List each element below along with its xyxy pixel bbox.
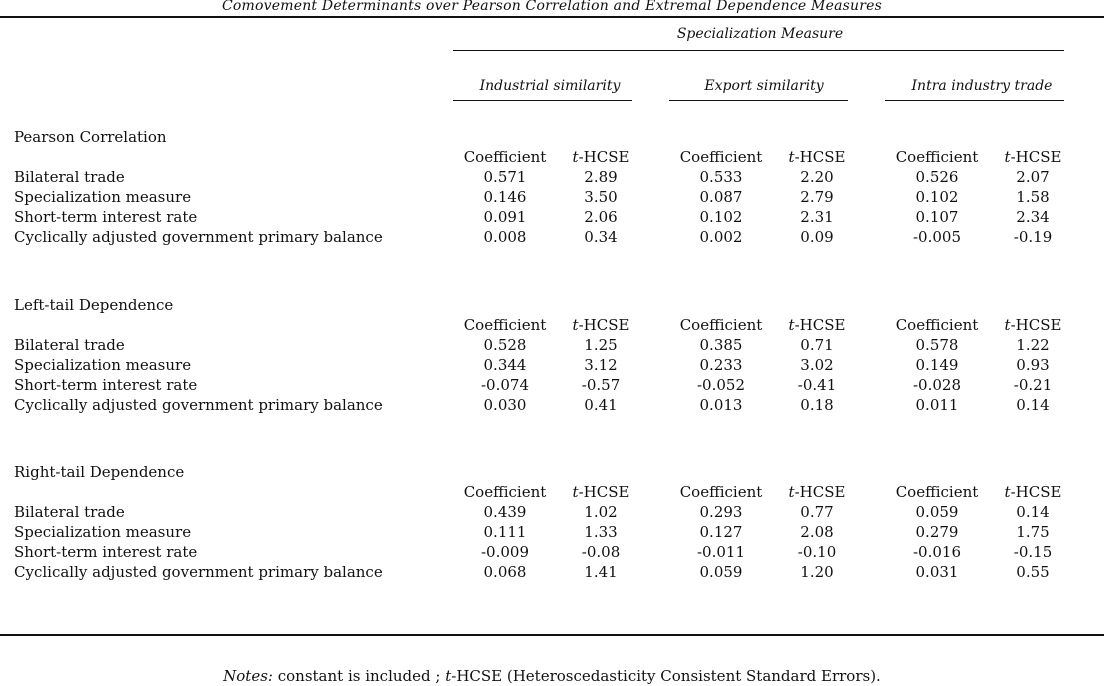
t-hcse-cell: 1.25	[584, 336, 618, 354]
t-hcse-cell: -0.19	[1013, 228, 1053, 246]
t-hcse-cell: 1.75	[1016, 523, 1050, 541]
coefficient-cell: 0.091	[483, 208, 527, 226]
coefficient-cell: 0.030	[483, 396, 527, 414]
column-header-t-hcse	[772, 148, 862, 166]
column-header-coefficient: Coefficient	[679, 483, 763, 501]
t-hcse-cell: 3.12	[584, 356, 618, 374]
column-header-t-hcse	[772, 483, 862, 501]
row-label: Short-term interest rate	[14, 543, 198, 561]
column-header-t-italic: t	[788, 148, 795, 166]
column-header-t-rest: -HCSE	[794, 148, 846, 166]
coefficient-cell: -0.005	[912, 228, 961, 246]
coefficient-cell: 0.102	[915, 188, 959, 206]
column-header-t-rest: -HCSE	[578, 483, 630, 501]
coefficient-cell: 0.008	[483, 228, 527, 246]
coefficient-cell: 0.533	[699, 168, 743, 186]
coefficient-cell: 0.526	[915, 168, 959, 186]
section-title: Right-tail Dependence	[14, 463, 185, 481]
t-hcse-cell: 1.41	[584, 563, 618, 581]
coefficient-cell: 0.279	[915, 523, 959, 541]
t-hcse-cell: 1.22	[1016, 336, 1050, 354]
specialization-underline	[453, 50, 1064, 51]
group-underline-intra	[885, 100, 1064, 101]
column-header-t-italic: t	[572, 148, 579, 166]
group-industrial-similarity: Industrial similarity	[479, 78, 621, 94]
column-header-coefficient: Coefficient	[679, 148, 763, 166]
notes-t-italic: t	[445, 667, 452, 685]
coefficient-cell: -0.028	[912, 376, 961, 394]
coefficient-cell: 0.011	[915, 396, 959, 414]
table-notes	[0, 667, 1104, 685]
column-header-t-rest: -HCSE	[1010, 316, 1062, 334]
t-hcse-cell: -0.10	[797, 543, 837, 561]
t-hcse-cell: 0.77	[800, 503, 834, 521]
top-rule	[0, 16, 1104, 18]
group-underline-industrial	[453, 100, 632, 101]
t-hcse-cell: 0.14	[1016, 503, 1050, 521]
row-label: Specialization measure	[14, 188, 192, 206]
t-hcse-cell: 2.06	[584, 208, 618, 226]
row-label: Bilateral trade	[14, 168, 125, 186]
coefficient-cell: 0.571	[483, 168, 527, 186]
column-header-coefficient: Coefficient	[463, 316, 547, 334]
coefficient-cell: 0.002	[699, 228, 743, 246]
t-hcse-cell: 2.79	[800, 188, 834, 206]
t-hcse-cell: 0.09	[800, 228, 834, 246]
t-hcse-cell: 2.20	[800, 168, 834, 186]
t-hcse-cell: 3.02	[800, 356, 834, 374]
coefficient-cell: 0.031	[915, 563, 959, 581]
coefficient-cell: -0.009	[480, 543, 529, 561]
column-header-coefficient: Coefficient	[895, 316, 979, 334]
column-header-coefficient: Coefficient	[895, 483, 979, 501]
column-header-t-italic: t	[788, 316, 795, 334]
column-header-t-hcse	[988, 148, 1078, 166]
t-hcse-cell: 2.07	[1016, 168, 1050, 186]
coefficient-cell: 0.233	[699, 356, 743, 374]
column-header-t-hcse	[556, 316, 646, 334]
t-hcse-cell: 0.14	[1016, 396, 1050, 414]
row-label: Specialization measure	[14, 523, 192, 541]
t-hcse-cell: 1.20	[800, 563, 834, 581]
row-label: Short-term interest rate	[14, 208, 198, 226]
column-header-t-italic: t	[1004, 483, 1011, 501]
t-hcse-cell: 0.55	[1016, 563, 1050, 581]
column-header-t-rest: -HCSE	[1010, 148, 1062, 166]
column-header-coefficient: Coefficient	[463, 148, 547, 166]
t-hcse-cell: 1.58	[1016, 188, 1050, 206]
coefficient-cell: 0.127	[699, 523, 743, 541]
column-header-coefficient: Coefficient	[463, 483, 547, 501]
coefficient-cell: 0.528	[483, 336, 527, 354]
column-header-t-rest: -HCSE	[1010, 483, 1062, 501]
column-header-t-hcse	[556, 148, 646, 166]
bottom-rule	[0, 634, 1104, 636]
coefficient-cell: 0.013	[699, 396, 743, 414]
row-label: Short-term interest rate	[14, 376, 198, 394]
column-header-t-rest: -HCSE	[578, 148, 630, 166]
coefficient-cell: -0.074	[480, 376, 529, 394]
section-title: Left-tail Dependence	[14, 296, 174, 314]
column-header-coefficient: Coefficient	[895, 148, 979, 166]
coefficient-cell: 0.578	[915, 336, 959, 354]
coefficient-cell: 0.059	[915, 503, 959, 521]
column-header-coefficient: Coefficient	[679, 316, 763, 334]
t-hcse-cell: -0.21	[1013, 376, 1053, 394]
column-header-t-hcse	[988, 316, 1078, 334]
coefficient-cell: 0.385	[699, 336, 743, 354]
notes-text-after: -HCSE (Heteroscedasticity Consistent Standard Errors).	[451, 667, 881, 685]
t-hcse-cell: 3.50	[584, 188, 618, 206]
coefficient-cell: 0.107	[915, 208, 959, 226]
column-header-t-hcse	[772, 316, 862, 334]
row-label: Cyclically adjusted government primary balance	[14, 563, 383, 581]
t-hcse-cell: -0.41	[797, 376, 837, 394]
row-label: Cyclically adjusted government primary balance	[14, 228, 383, 246]
coefficient-cell: -0.011	[696, 543, 745, 561]
column-header-t-rest: -HCSE	[794, 483, 846, 501]
t-hcse-cell: 0.93	[1016, 356, 1050, 374]
coefficient-cell: 0.111	[483, 523, 527, 541]
t-hcse-cell: 1.02	[584, 503, 618, 521]
group-intra-industry-trade: Intra industry trade	[911, 78, 1053, 94]
coefficient-cell: 0.068	[483, 563, 527, 581]
column-header-t-italic: t	[1004, 316, 1011, 334]
coefficient-cell: 0.149	[915, 356, 959, 374]
column-header-t-hcse	[988, 483, 1078, 501]
section-title: Pearson Correlation	[14, 128, 167, 146]
column-header-t-rest: -HCSE	[794, 316, 846, 334]
t-hcse-cell: 1.33	[584, 523, 618, 541]
group-export-similarity: Export similarity	[704, 78, 824, 94]
coefficient-cell: 0.087	[699, 188, 743, 206]
column-header-t-italic: t	[572, 316, 579, 334]
coefficient-cell: 0.344	[483, 356, 527, 374]
notes-lead: Notes:	[223, 667, 273, 685]
row-label: Cyclically adjusted government primary balance	[14, 396, 383, 414]
t-hcse-cell: 2.34	[1016, 208, 1050, 226]
coefficient-cell: 0.146	[483, 188, 527, 206]
t-hcse-cell: 2.89	[584, 168, 618, 186]
column-header-t-italic: t	[1004, 148, 1011, 166]
column-header-t-rest: -HCSE	[578, 316, 630, 334]
table-caption: Comovement Determinants over Pearson Correlation and Extremal Dependence Measures	[222, 0, 882, 14]
column-header-t-hcse	[556, 483, 646, 501]
t-hcse-cell: 0.34	[584, 228, 618, 246]
coefficient-cell: 0.293	[699, 503, 743, 521]
coefficient-cell: -0.016	[912, 543, 961, 561]
coefficient-cell: 0.059	[699, 563, 743, 581]
row-label: Bilateral trade	[14, 503, 125, 521]
row-label: Specialization measure	[14, 356, 192, 374]
coefficient-cell: -0.052	[696, 376, 745, 394]
t-hcse-cell: -0.57	[581, 376, 621, 394]
row-label: Bilateral trade	[14, 336, 125, 354]
t-hcse-cell: -0.08	[581, 543, 621, 561]
group-underline-export	[669, 100, 848, 101]
t-hcse-cell: 0.71	[800, 336, 834, 354]
notes-text-before: constant is included ;	[272, 667, 446, 685]
t-hcse-cell: 2.08	[800, 523, 834, 541]
t-hcse-cell: 0.41	[584, 396, 618, 414]
coefficient-cell: 0.439	[483, 503, 527, 521]
t-hcse-cell: 0.18	[800, 396, 834, 414]
coefficient-cell: 0.102	[699, 208, 743, 226]
specialization-measure-header: Specialization Measure	[676, 26, 844, 42]
t-hcse-cell: -0.15	[1013, 543, 1053, 561]
column-header-t-italic: t	[788, 483, 795, 501]
t-hcse-cell: 2.31	[800, 208, 834, 226]
column-header-t-italic: t	[572, 483, 579, 501]
